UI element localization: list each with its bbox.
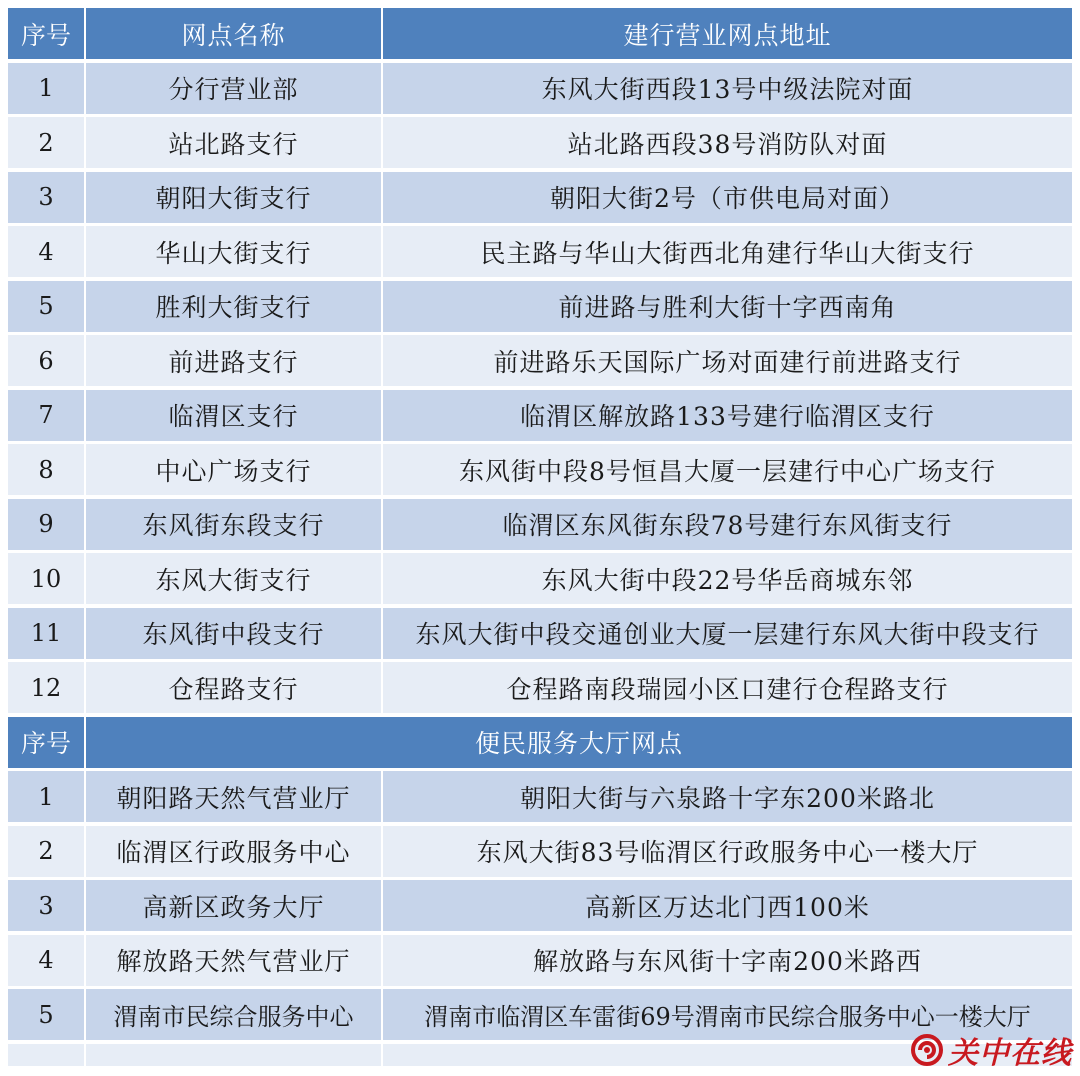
branch-address: 临渭区东风街东段78号建行东风街支行 <box>383 499 1072 552</box>
branch-name: 站北路支行 <box>86 117 383 170</box>
header-service-hall: 便民服务大厅网点 <box>86 717 1072 770</box>
row-index: 4 <box>8 226 86 279</box>
row-index: 10 <box>8 553 86 606</box>
table-row <box>8 499 1072 552</box>
header-branch-address: 建行营业网点地址 <box>383 8 1072 61</box>
branch-address: 民主路与华山大街西北角建行华山大街支行 <box>383 226 1072 279</box>
table-row <box>8 281 1072 334</box>
branch-name: 前进路支行 <box>86 335 383 388</box>
service-hall-address: 东风大街83号临渭区行政服务中心一楼大厅 <box>383 826 1072 879</box>
service-hall-name: 解放路天然气营业厅 <box>86 935 383 988</box>
row-index: 1 <box>8 63 86 116</box>
branch-address: 仓程路南段瑞园小区口建行仓程路支行 <box>383 662 1072 715</box>
table-row <box>8 935 1072 988</box>
table-row <box>8 880 1072 933</box>
branch-name: 朝阳大街支行 <box>86 172 383 225</box>
row-index: 1 <box>8 771 86 824</box>
table-row <box>8 608 1072 661</box>
table1-header-row <box>8 8 1072 61</box>
row-index: 11 <box>8 608 86 661</box>
branch-address: 前进路与胜利大街十字西南角 <box>383 281 1072 334</box>
branch-address: 东风街中段8号恒昌大厦一层建行中心广场支行 <box>383 444 1072 497</box>
branch-address: 临渭区解放路133号建行临渭区支行 <box>383 390 1072 443</box>
table-row <box>8 226 1072 279</box>
swirl-logo-icon <box>910 1033 944 1067</box>
branch-name: 华山大街支行 <box>86 226 383 279</box>
table-row <box>8 117 1072 170</box>
row-index: 3 <box>8 880 86 933</box>
branch-address: 东风大街西段13号中级法院对面 <box>383 63 1072 116</box>
branch-name: 仓程路支行 <box>86 662 383 715</box>
branch-name: 东风街中段支行 <box>86 608 383 661</box>
service-hall-address: 朝阳大街与六泉路十字东200米路北 <box>383 771 1072 824</box>
branch-name: 东风街东段支行 <box>86 499 383 552</box>
row-index: 7 <box>8 390 86 443</box>
header-index: 序号 <box>8 717 86 770</box>
branch-address: 东风大街中段交通创业大厦一层建行东风大街中段支行 <box>383 608 1072 661</box>
branch-name: 临渭区支行 <box>86 390 383 443</box>
table2-header-row <box>8 717 1072 770</box>
row-index: 4 <box>8 935 86 988</box>
row-index: 12 <box>8 662 86 715</box>
service-hall-address: 渭南市临渭区车雷街69号渭南市民综合服务中心一楼大厅 <box>383 989 1072 1042</box>
table-row <box>8 335 1072 388</box>
table-row <box>8 63 1072 116</box>
table-row <box>8 662 1072 715</box>
row-index: 5 <box>8 989 86 1042</box>
branch-name: 胜利大街支行 <box>86 281 383 334</box>
branch-address: 朝阳大街2号（市供电局对面） <box>383 172 1072 225</box>
table-row <box>8 444 1072 497</box>
row-index: 9 <box>8 499 86 552</box>
branch-address: 站北路西段38号消防队对面 <box>383 117 1072 170</box>
branch-name: 中心广场支行 <box>86 444 383 497</box>
service-hall-address: 高新区万达北门西100米 <box>383 880 1072 933</box>
row-index: 3 <box>8 172 86 225</box>
table-row <box>8 390 1072 443</box>
table-row <box>8 771 1072 824</box>
header-index: 序号 <box>8 8 86 61</box>
watermark-text: 关中在线 <box>948 1036 1072 1071</box>
service-hall-name: 渭南市民综合服务中心 <box>86 989 383 1042</box>
watermark <box>910 1028 1072 1072</box>
row-index: 2 <box>8 826 86 879</box>
blank-cell <box>86 1044 383 1068</box>
table-row <box>8 553 1072 606</box>
service-hall-name: 高新区政务大厅 <box>86 880 383 933</box>
blank-cell <box>8 1044 86 1068</box>
branch-name: 东风大街支行 <box>86 553 383 606</box>
row-index: 2 <box>8 117 86 170</box>
service-hall-name: 临渭区行政服务中心 <box>86 826 383 879</box>
service-hall-address: 解放路与东风街十字南200米路西 <box>383 935 1072 988</box>
service-hall-name: 朝阳路天然气营业厅 <box>86 771 383 824</box>
table-row <box>8 826 1072 879</box>
branch-address: 前进路乐天国际广场对面建行前进路支行 <box>383 335 1072 388</box>
row-index: 5 <box>8 281 86 334</box>
branch-address: 东风大街中段22号华岳商城东邻 <box>383 553 1072 606</box>
table-row <box>8 172 1072 225</box>
row-index: 8 <box>8 444 86 497</box>
branch-name: 分行营业部 <box>86 63 383 116</box>
row-index: 6 <box>8 335 86 388</box>
header-branch-name: 网点名称 <box>86 8 383 61</box>
